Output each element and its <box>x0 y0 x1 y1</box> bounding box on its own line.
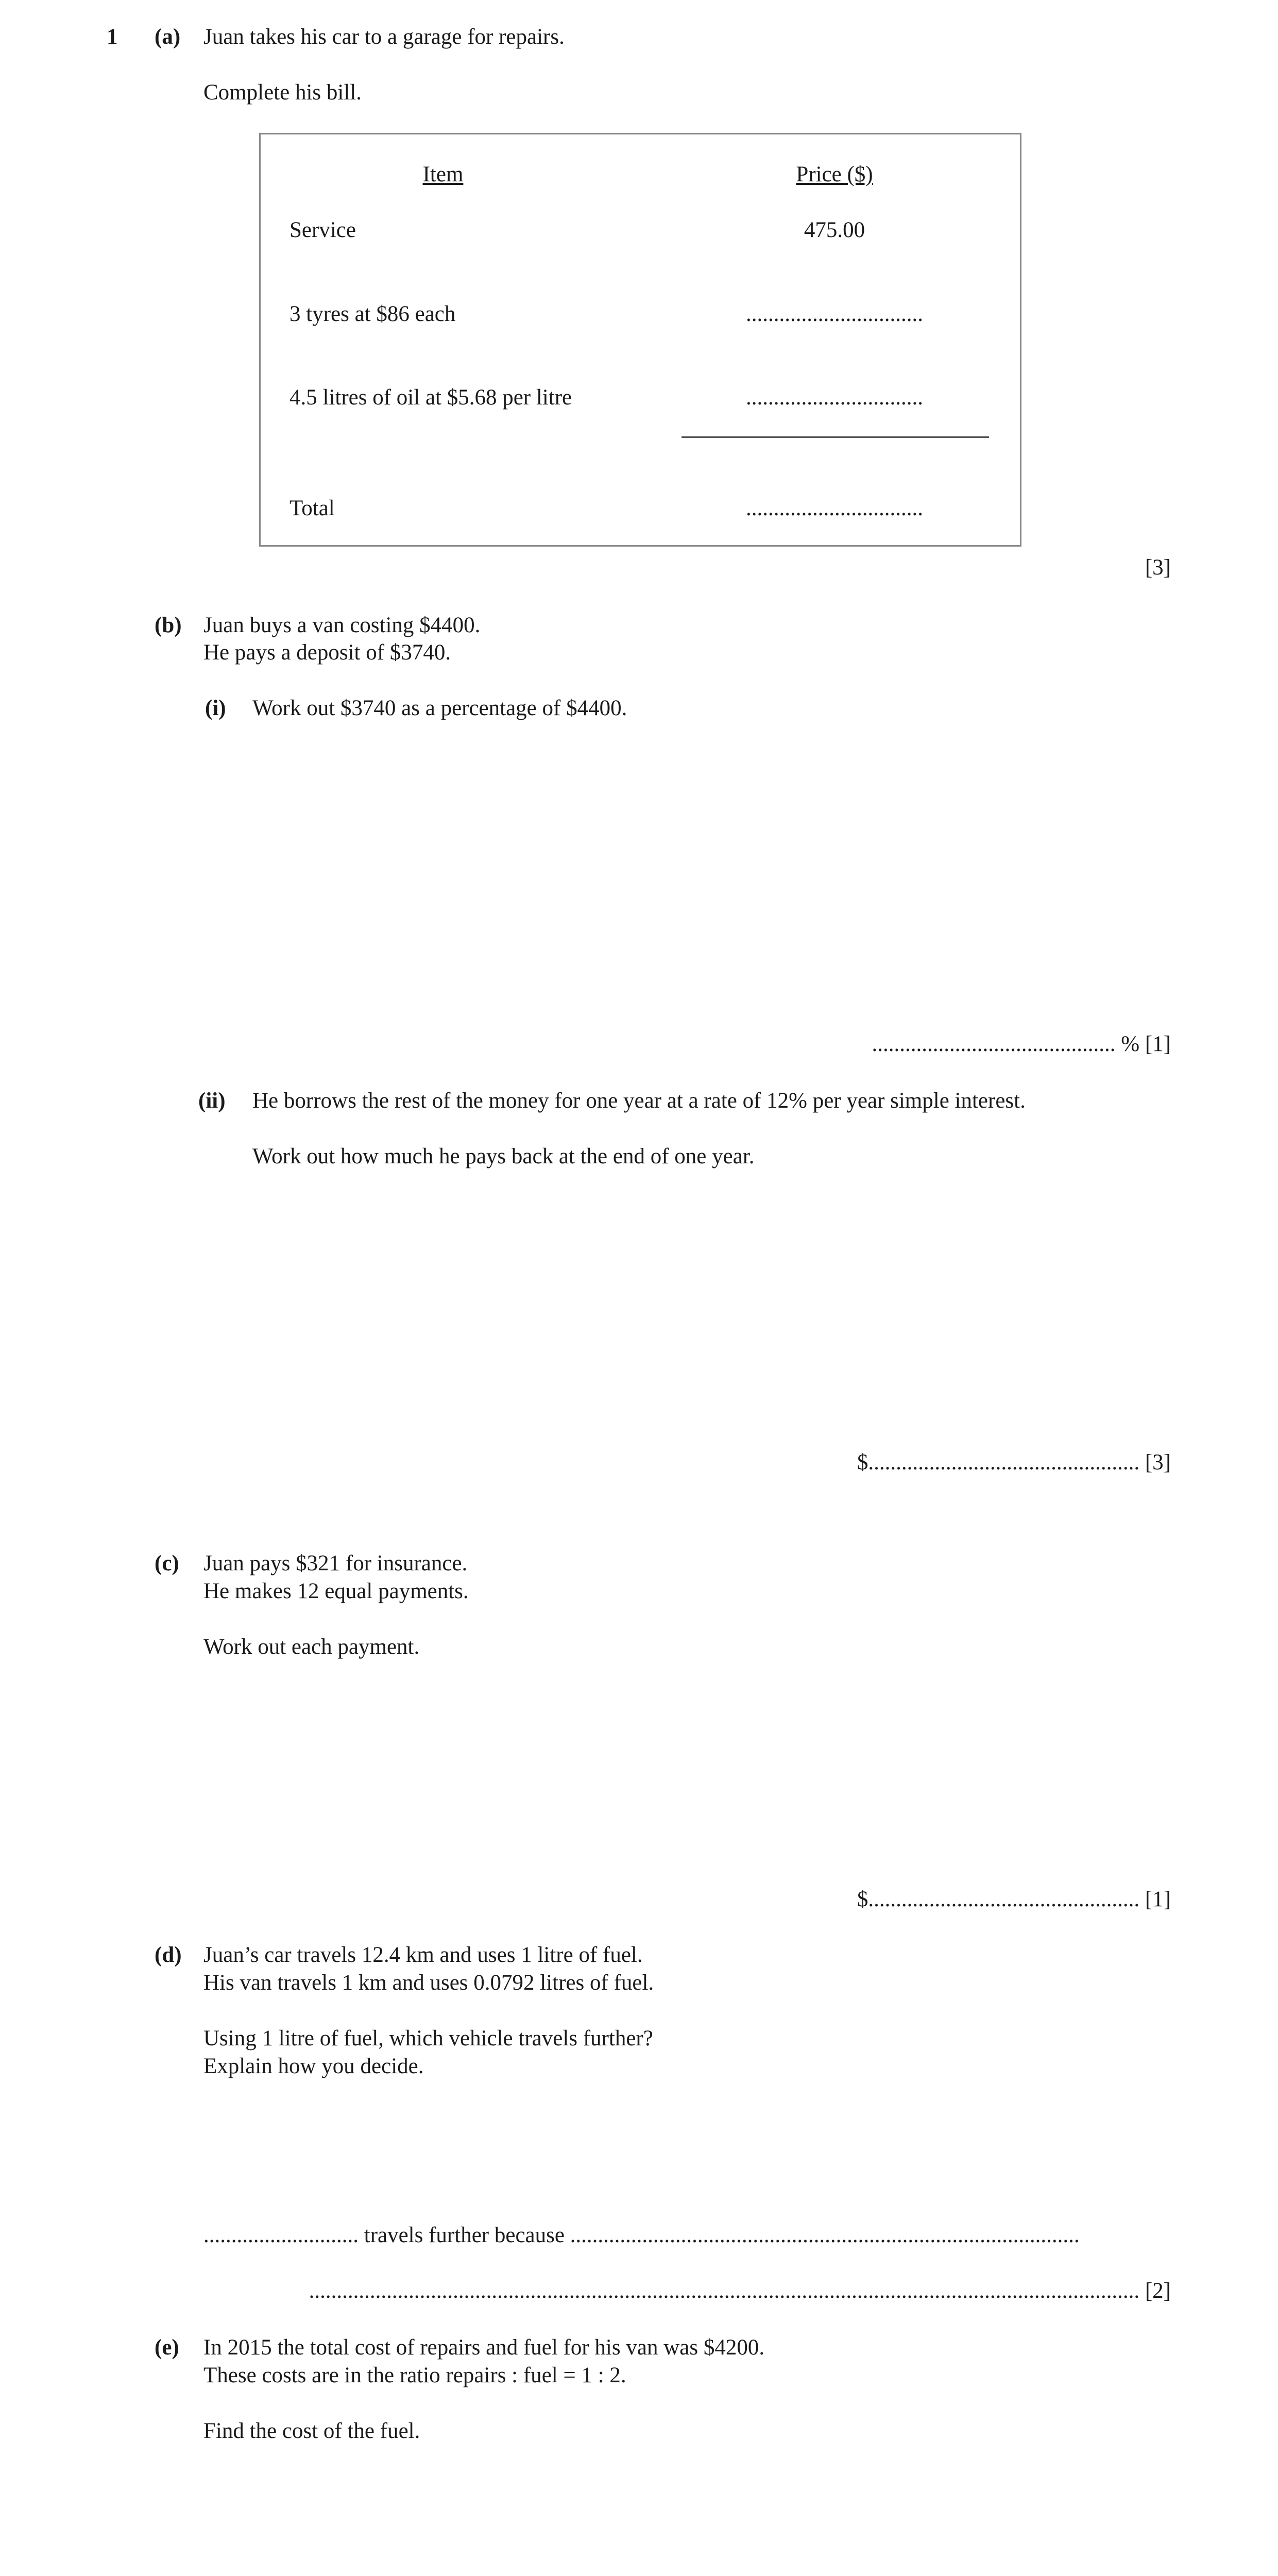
part-d-line1: Juan’s car travels 12.4 km and uses 1 litre of fuel. <box>203 1943 643 1967</box>
part-e-line1: In 2015 the total cost of repairs and fuel for his van was $4200. <box>203 2335 765 2360</box>
part-b-ii-label: (ii) <box>198 1089 226 1113</box>
bill-row-service-item: Service <box>289 218 356 242</box>
bill-header-price: Price ($) <box>796 162 873 187</box>
part-b-i-answer[interactable]: ............................................ % [1] <box>872 1032 1171 1056</box>
part-c-answer[interactable]: $................................................. [1] <box>857 1887 1171 1911</box>
part-e-line2: These costs are in the ratio repairs : fuel = 1 : 2. <box>203 2363 626 2387</box>
bill-row-oil-item: 4.5 litres of oil at $5.68 per litre <box>289 385 572 410</box>
part-c-label: (c) <box>155 1551 179 1575</box>
part-c-line1: Juan pays $321 for insurance. <box>203 1551 468 1575</box>
part-d-answer-line1[interactable]: ............................ travels further because ............................................................................................ <box>203 2223 1080 2247</box>
part-a-label: (a) <box>155 25 181 49</box>
part-b-i-label: (i) <box>205 696 226 720</box>
bill-subtotal-rule <box>681 436 989 438</box>
part-b-ii-text2: Work out how much he pays back at the end of one year. <box>252 1144 755 1168</box>
part-b-ii-text1: He borrows the rest of the money for one year at a rate of 12% per year simple interest. <box>252 1089 1026 1113</box>
part-d-line3: Using 1 litre of fuel, which vehicle travels further? <box>203 2026 653 2050</box>
bill-header-item: Item <box>422 162 464 187</box>
part-a-marks: [3] <box>1145 555 1171 580</box>
part-c-line3: Work out each payment. <box>203 1635 420 1659</box>
question-number: 1 <box>107 25 118 49</box>
part-e-label: (e) <box>155 2335 179 2360</box>
bill-row-service-price: 475.00 <box>804 218 865 242</box>
bill-row-tyres-answer[interactable]: ................................ <box>746 302 923 326</box>
bill-row-total-item: Total <box>289 496 335 520</box>
part-a-line2: Complete his bill. <box>203 80 362 105</box>
part-b-line1: Juan buys a van costing $4400. <box>203 613 481 637</box>
part-b-ii-answer[interactable]: $................................................. [3] <box>857 1450 1171 1475</box>
part-d-label: (d) <box>155 1943 182 1967</box>
bill-row-oil-answer[interactable]: ................................ <box>746 385 923 410</box>
part-d-line2: His van travels 1 km and uses 0.0792 litres of fuel. <box>203 1971 654 1995</box>
part-b-label: (b) <box>155 613 182 637</box>
part-d-line4: Explain how you decide. <box>203 2054 424 2078</box>
part-e-line3: Find the cost of the fuel. <box>203 2419 420 2443</box>
part-b-line2: He pays a deposit of $3740. <box>203 640 451 665</box>
part-a-line1: Juan takes his car to a garage for repairs. <box>203 25 565 49</box>
part-d-answer-line2[interactable]: ...................................................................................................................................................... [2] <box>309 2279 1171 2303</box>
bill-table <box>259 133 1021 547</box>
bill-row-tyres-item: 3 tyres at $86 each <box>289 302 456 326</box>
part-c-line2: He makes 12 equal payments. <box>203 1579 469 1603</box>
bill-row-total-answer[interactable]: ................................ <box>746 496 923 520</box>
part-b-i-text: Work out $3740 as a percentage of $4400. <box>252 696 627 720</box>
